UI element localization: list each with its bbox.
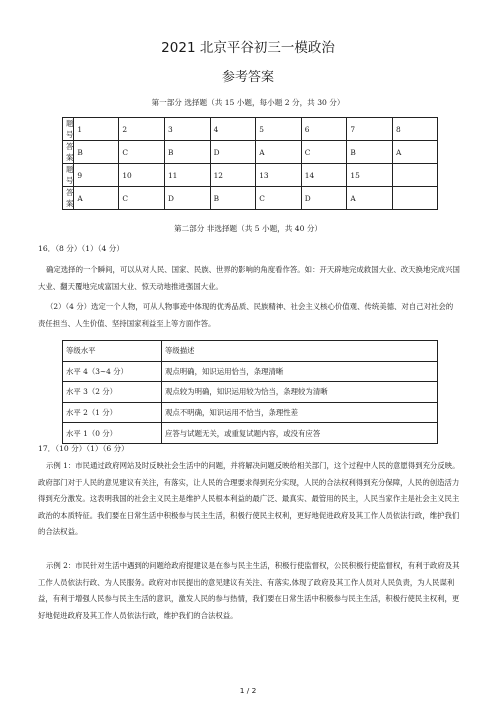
question-17-label: 17．（10 分）（1）（6 分）: [38, 444, 129, 453]
answer-table-cell: 2: [119, 118, 165, 141]
answer-table-cell: 4: [210, 118, 256, 141]
answer-table-cell: [393, 187, 438, 210]
question-16-paragraph-2: （2）（4 分）选定一个人物，可从人物事迹中体现的优秀品质、民族精神、社会主义核心价值观、传统美德、对自己对社会的责任担当、人生价值、坚持国家利益至上等方面作答。: [38, 302, 454, 328]
grade-level-cell: 水平 2（1 分）: [63, 402, 162, 423]
answer-table-cell: 13: [256, 164, 302, 187]
answer-table-cell: 10: [119, 164, 165, 187]
answer-table-row: [63, 118, 438, 141]
answer-table-cell: B: [164, 141, 210, 164]
answer-table-cell: [393, 164, 438, 187]
document-subtitle: 参考答案: [221, 70, 274, 85]
answer-table-cell: 3: [164, 118, 210, 141]
answer-table-cell: B: [210, 187, 256, 210]
grade-table: [62, 340, 438, 444]
answer-table-cell: C: [301, 141, 347, 164]
answer-table-cell: 12: [210, 164, 256, 187]
answer-table-row-header: 答案: [63, 141, 74, 164]
grade-table-header-row: [63, 341, 438, 362]
question-17-paragraph-2: 示例 2：市民针对生活中遇到的问题给政府提建议是在参与民主生活，积极行使监督权，公民积极行使监督权，有利于政府及其工作人员依法行政、为人民服务。政府对市民提出的意见建议有关注、有落实,体现了政府及其工作人员对人民负责，为人民谋利益，有利于增强人民参与民主生活的意识，激发人民的参与热情，我们要在日常生活中积极参与民主生活，积极行使民主权利，更好地促进政府及其工作人员依法行政，维护我们的合法权益。: [38, 561, 460, 620]
question-17-paragraph-1: 示例 1：市民通过政府网站及时反映社会生活中的问题，并将解决问题反映给相关部门，这个过程中人民的意愿得到充分反映。政府部门对于人民的意见建议有关注，有落实，让人民的合理要求得到充分实现，人民的合法权利得到充分保障，人民的创造活力得到充分激发。这表明我国的社会主义民主是维护人民根本利益的最广泛、最真实、最管用的民主，人民当家作主是社会主义民主政治的本质特征。我们要在日常生活中积极参与民主生活，积极行使民主权利，更好地促进政府及其工作人员依法行政，维护我们的合法权益。: [38, 461, 460, 537]
grade-table-row: [63, 402, 438, 423]
answer-table-cell: B: [74, 141, 119, 164]
answer-table-cell: A: [74, 187, 119, 210]
question-16-paragraph-1: 确定选择的一个瞬间，可以从对人民、国家、民族、世界的影响的角度看作答。如：开天辟地完成救国大业、改天换地完成兴国大业、翻天覆地完成富国大业、惊天动地推进强国大业。: [38, 265, 460, 291]
answer-table-cell: A: [347, 187, 393, 210]
answer-table-cell: 14: [301, 164, 347, 187]
answer-table-cell: 11: [164, 164, 210, 187]
answer-table-cell: 1: [74, 118, 119, 141]
answer-table-row: [63, 164, 438, 187]
answer-table-cell: D: [210, 141, 256, 164]
grade-level-cell: 水平 4（3~4 分）: [63, 361, 162, 382]
grade-level-cell: 水平 1（0 分）: [63, 423, 162, 444]
answer-table: [62, 117, 438, 210]
answer-table-cell: C: [256, 187, 302, 210]
answer-table-cell: 7: [347, 118, 393, 141]
part1-header: 第一部分 选择题（共 15 小题，每小题 2 分，共 30 分）: [151, 98, 345, 107]
answer-table-cell: B: [347, 141, 393, 164]
document-title: 2021 北京平谷初三一模政治: [161, 40, 335, 56]
answer-table-cell: A: [256, 141, 302, 164]
grade-level-cell: 等级水平: [63, 341, 162, 362]
question-16-label: 16．（8 分）（1）（4 分）: [38, 244, 124, 253]
answer-table-cell: D: [164, 187, 210, 210]
grade-description-cell: 观点明确，知识运用恰当，条理清晰: [162, 361, 438, 382]
grade-table-row: [63, 361, 438, 382]
answer-table-cell: 8: [393, 118, 438, 141]
answer-table-row-header: 答案: [63, 187, 74, 210]
answer-table-cell: 9: [74, 164, 119, 187]
grade-description-cell: 应答与试题无关，或重复试题内容，或没有应答: [162, 423, 438, 444]
answer-table-row: [63, 141, 438, 164]
grade-level-cell: 水平 3（2 分）: [63, 382, 162, 403]
grade-description-cell: 等级描述: [162, 341, 438, 362]
answer-table-cell: D: [301, 187, 347, 210]
answer-table-row: [63, 187, 438, 210]
answer-table-cell: C: [119, 141, 165, 164]
grade-table-row: [63, 382, 438, 403]
answer-table-cell: C: [119, 187, 165, 210]
answer-table-row-header: 题号: [63, 164, 74, 187]
answer-table-cell: 5: [256, 118, 302, 141]
grade-description-cell: 观点不明确，知识运用不恰当，条理性差: [162, 402, 438, 423]
answer-table-row-header: 题号: [63, 118, 74, 141]
grade-description-cell: 观点较为明确，知识运用较为恰当，条理较为清晰: [162, 382, 438, 403]
part2-header: 第二部分 非选择题（共 5 小题，共 40 分）: [173, 224, 323, 233]
grade-table-row: [63, 423, 438, 444]
answer-table-cell: A: [393, 141, 438, 164]
answer-table-cell: 6: [301, 118, 347, 141]
answer-table-cell: 15: [347, 164, 393, 187]
page-number: 1 / 2: [239, 686, 257, 695]
